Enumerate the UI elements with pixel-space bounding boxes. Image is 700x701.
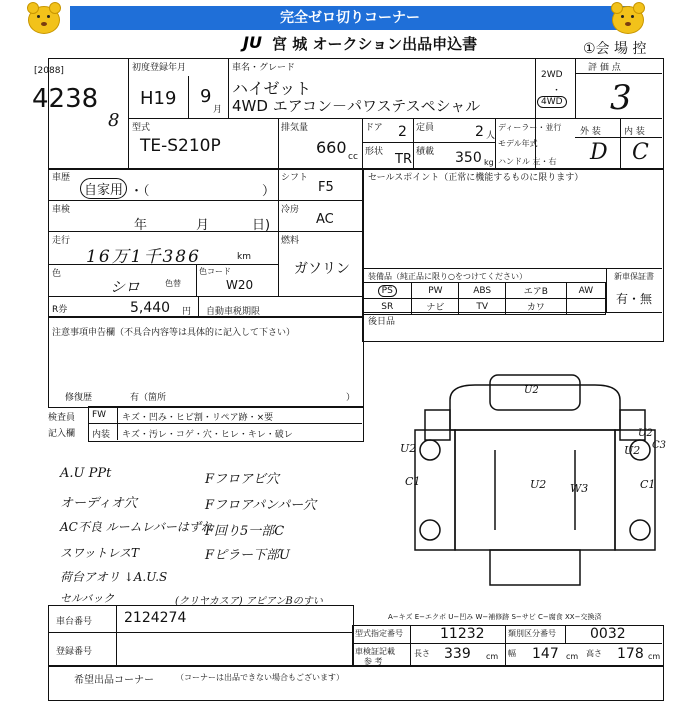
equip-leather: カワ	[506, 299, 567, 315]
note-right-3: F回り5一部C	[205, 524, 285, 539]
capacity-value: 2	[475, 124, 484, 140]
rating-label: 評 価 点	[588, 63, 621, 73]
first-reg-year: H19	[140, 88, 177, 109]
reg-label: 登録番号	[56, 647, 93, 657]
color-value: シロ	[110, 278, 141, 296]
equipment-table	[362, 282, 606, 315]
new-car-value: 有・無	[616, 292, 653, 306]
interior-items: キズ・汚レ・コゲ・穴・ヒレ・キレ・破レ	[122, 430, 293, 440]
equip-sr: SR	[363, 299, 412, 315]
note-left-5: 荷台アオリ ↓A.U.S	[60, 570, 168, 584]
car-name: ハイゼット	[232, 79, 312, 98]
auction-title: 宮 城 オークション出品申込書	[272, 35, 478, 53]
dmg-u2-center: U2	[530, 478, 547, 491]
note-right-6: (クリヤカスア) アピアンBのすい	[175, 596, 323, 607]
note-right-4: Fピラー下部U	[205, 548, 290, 563]
note-right-2: Fフロアパンパー穴	[205, 498, 317, 513]
desired-corner-label: 希望出品コーナー	[74, 675, 154, 686]
repair-label: 修復歴	[65, 393, 93, 403]
venue-copy: ①会 場 控	[583, 41, 647, 57]
handle-label: ハンドル 左・右	[498, 157, 557, 166]
equip-ps: PS	[378, 285, 397, 297]
equip-airbag: エアB	[506, 283, 567, 299]
doors-value: 2	[398, 124, 407, 140]
dmg-c1-right: C1	[640, 478, 656, 491]
sales-point-label: セールスポイント（正常に機能するものに限ります）	[368, 173, 584, 183]
entry-label: 記入欄	[48, 429, 76, 439]
dmg-c1-left: C1	[405, 475, 421, 488]
cooling-value: AC	[316, 212, 334, 227]
recycle-label: R券	[52, 305, 68, 315]
first-reg-label: 初度登録年月	[132, 63, 187, 73]
sales-point-frame	[362, 168, 664, 342]
label-2wd: 2WD	[541, 70, 563, 80]
interior-grade: C	[632, 140, 649, 165]
displacement-value: 660	[316, 138, 347, 157]
dmg-u2-left: U2	[400, 442, 417, 455]
shape-label: 形状	[365, 147, 384, 157]
ju-logo: JU	[243, 33, 262, 52]
first-reg-month: 9	[200, 86, 212, 107]
model-value: TE-S210P	[140, 136, 221, 156]
inspector-label: 検査員	[48, 413, 76, 423]
dealer-label: ディーラー・並行	[498, 123, 562, 132]
equipment-label: 装備品（純正品に限り○をつけてください）	[368, 272, 527, 281]
vin-label: 車台番号	[56, 617, 93, 627]
capacity-label: 定員	[416, 123, 435, 133]
notes-label: 注意事項申告欄（不具合内容等は具体的に記入して下さい）	[52, 328, 296, 338]
fuel-label: 燃料	[281, 236, 300, 246]
shift-value: F5	[318, 180, 334, 195]
car-grade: 4WD エアコン－パワステスペシャル	[232, 97, 481, 115]
repair-value: 有（箇所	[130, 393, 167, 403]
usage-label: 車歴	[52, 173, 71, 183]
width-value: 147	[532, 646, 559, 662]
equip-navi: ナビ	[412, 299, 459, 315]
exterior-grade: D	[590, 140, 608, 165]
load-label: 積載	[416, 147, 435, 157]
bear-mascot-icon	[28, 6, 60, 34]
interior-label: 内 装	[624, 127, 645, 137]
usage-value: 自家用	[80, 178, 127, 199]
dmg-u2-right: U2	[624, 444, 641, 457]
shift-label: シフト	[281, 173, 309, 183]
height-value: 178	[617, 646, 644, 662]
desired-corner-note: （コーナーは出品できない場合もございます）	[176, 673, 344, 682]
equip-tv: TV	[459, 299, 506, 315]
banner-title: 完全ゼロ切りコーナー	[70, 6, 630, 30]
note-left-6: セルバック	[60, 592, 115, 605]
mileage-label: 走行	[52, 236, 71, 246]
cooling-label: 冷房	[281, 205, 300, 215]
tailgate-outline	[490, 550, 580, 585]
exterior-label: 外 装	[580, 127, 601, 137]
lot-number: 4238	[32, 84, 99, 114]
car-name-label: 車名・グレード	[232, 63, 296, 73]
note-left-3: AC不良 ルームレバーはずれ	[60, 520, 213, 534]
load-value: 350	[455, 150, 482, 166]
color-code: W20	[226, 278, 254, 292]
class-number: 0032	[590, 626, 626, 642]
box-number: [2088]	[34, 66, 64, 76]
damage-legend: A−キズ E−エクボ U−凹み W−補修跡 S−サビ C−腐食 XX−交換済	[388, 613, 602, 621]
vehicle-number-frame	[48, 605, 354, 667]
type-number: 11232	[440, 626, 485, 642]
new-car-label: 新車保証書	[614, 272, 654, 281]
vin-value: 2124274	[124, 610, 187, 626]
model-label: 型式	[132, 123, 151, 133]
displacement-label: 排気量	[281, 123, 309, 133]
later-label: 後日品	[368, 317, 396, 327]
dmg-u2-top: U2	[524, 385, 539, 396]
dmg-c3: C3	[652, 440, 667, 451]
dmg-w3: W3	[570, 482, 589, 495]
handwritten-mark: 8	[108, 110, 120, 131]
doors-label: ドア	[365, 123, 383, 133]
equip-pw: PW	[412, 283, 459, 299]
shape-value: TR	[395, 152, 412, 167]
note-right-1: Fフロアビ穴	[205, 472, 280, 487]
length-value: 339	[444, 646, 471, 662]
model-year-label: モデル年式	[498, 139, 538, 148]
note-left-4: スワットレスT	[60, 546, 140, 560]
equip-abs: ABS	[459, 283, 506, 299]
mileage-value: 16万1千386	[86, 247, 201, 267]
note-left-2: オーディオ穴	[60, 496, 137, 511]
label-4wd: 4WD	[537, 96, 567, 108]
bear-mascot-icon	[612, 6, 644, 34]
fw-items: キズ・凹み・ヒビ割・リペア跡・×要	[122, 413, 274, 423]
note-left-1: A.U PPt	[60, 466, 112, 481]
mirror-outline	[425, 410, 645, 440]
rating-value: 3	[610, 78, 632, 118]
recycle-value: 5,440	[130, 300, 171, 316]
equip-aw: AW	[566, 283, 605, 299]
inspection-label: 車検	[52, 205, 71, 215]
dmg-u2-top-right: U2	[638, 428, 653, 439]
fuel-value: ガソリン	[294, 261, 350, 277]
left-side-outline	[415, 430, 455, 550]
color-label: 色	[52, 269, 62, 279]
